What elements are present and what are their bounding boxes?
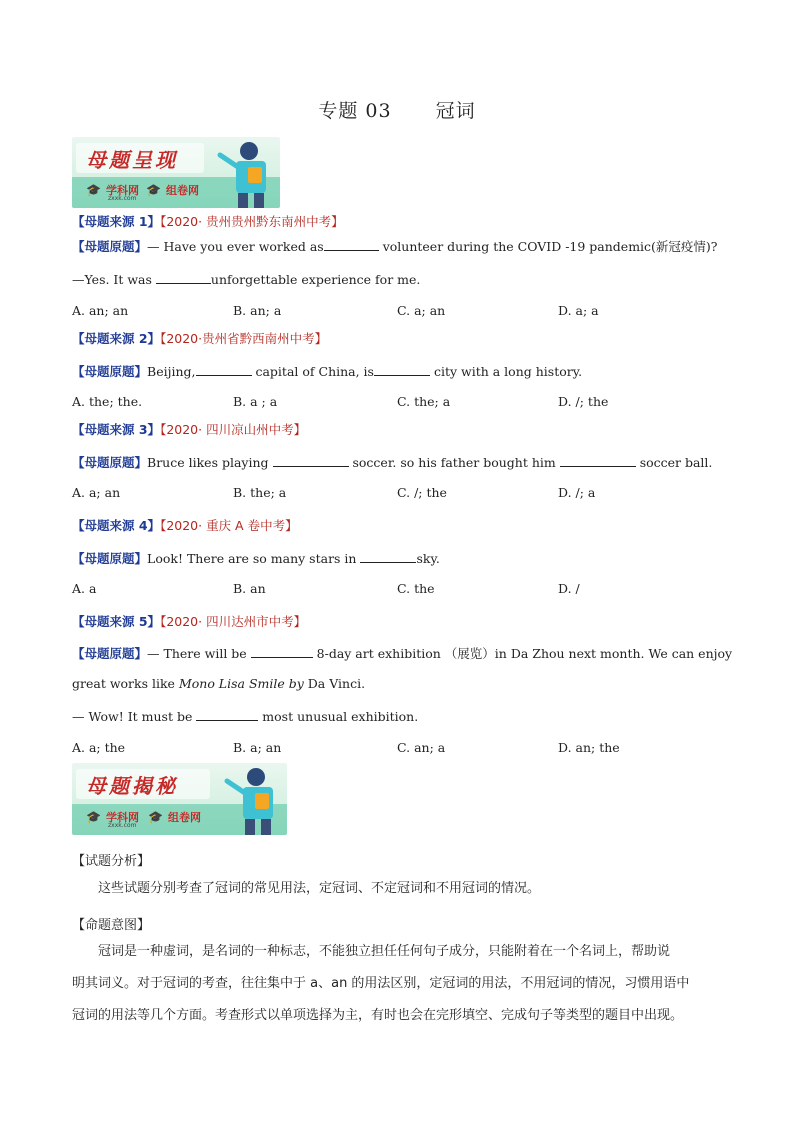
question-1-option-a: A. an; an — [72, 303, 129, 318]
intent-heading: 【命题意图】 — [72, 918, 151, 933]
logo-xuekewang-sub: zxxk.com — [108, 195, 137, 202]
graduate-cap-icon: 🎓 — [86, 810, 101, 824]
question-5-text: 【母题原题】— There will be 8-day art exhibition （展览）in Da Zhou next month. We can enjoy — [72, 646, 733, 661]
logo-xuekewang: 🎓 学科网 — [86, 810, 140, 824]
question-3-option-d: D. /; a — [558, 485, 596, 500]
banner-mother-question — [72, 137, 280, 208]
question-1-source: 【母题来源 1】【2020· 贵州贵州黔东南州中考】 — [72, 214, 344, 229]
question-2-option-b: B. a ; a — [233, 394, 278, 409]
graduate-cap-icon: 🎓 — [86, 183, 101, 197]
banner-mother-question-reveal — [72, 763, 287, 835]
logo-zujuanwang: 🎓 组卷网 — [146, 183, 200, 197]
question-5-option-b: B. a; an — [233, 740, 282, 755]
question-5-text-line3: — Wow! It must be most unusual exhibition. — [72, 709, 419, 724]
analysis-text: 这些试题分别考查了冠词的常见用法，定冠词、不定冠词和不用冠词的情况。 — [98, 881, 541, 896]
title-topic-number: 专题 03 — [318, 100, 392, 122]
question-2-option-a: A. the; the. — [72, 394, 143, 409]
question-4-option-b: B. an — [233, 581, 266, 596]
logo-xuekewang-sub: zxxk.com — [108, 822, 137, 829]
question-5-source: 【母题来源 5】【2020· 四川达州市中考】 — [72, 614, 307, 629]
question-5-option-d: D. an; the — [558, 740, 620, 755]
question-5-text-line2: great works like Mono Lisa Smile by Da Vinci. — [72, 676, 366, 691]
analysis-heading: 【试题分析】 — [72, 854, 151, 869]
question-1-option-d: D. a; a — [558, 303, 599, 318]
graduate-cap-icon: 🎓 — [148, 810, 163, 824]
logo-zujuanwang: 🎓 组卷网 — [148, 810, 202, 824]
question-3-option-a: A. a; an — [72, 485, 121, 500]
question-2-option-c: C. the; a — [397, 394, 451, 409]
question-4-option-c: C. the — [397, 581, 435, 596]
question-4-source: 【母题来源 4】【2020· 重庆 A 卷中考】 — [72, 518, 298, 533]
logo-xuekewang: 🎓 学科网 — [86, 183, 140, 197]
question-1-option-b: B. an; a — [233, 303, 282, 318]
question-2-source: 【母题来源 2】【2020·贵州省黔西南州中考】 — [72, 331, 328, 346]
intent-text-line1: 冠词是一种虚词，是名词的一种标志，不能独立担任任何句子成分，只能附着在一个名词上，帮助说 — [98, 944, 671, 959]
intent-text-line2: 明其词义。对于冠词的考查，往往集中于 a、an 的用法区别，定冠词的用法，不用冠词的情况，习惯用语中 — [72, 976, 690, 991]
question-4-option-d: D. / — [558, 581, 580, 596]
banner-title: 母题呈现 — [86, 148, 178, 172]
question-5-option-a: A. a; the — [72, 740, 126, 755]
banner-title: 母题揭秘 — [86, 774, 178, 798]
question-4-option-a: A. a — [72, 581, 97, 596]
question-1-option-c: C. a; an — [397, 303, 446, 318]
page-title — [0, 96, 794, 123]
graduate-cap-icon: 🎓 — [146, 183, 161, 197]
title-topic-name: 冠词 — [435, 100, 476, 122]
question-2-option-d: D. /; the — [558, 394, 609, 409]
intent-text-line3: 冠词的用法等几个方面。考查形式以单项选择为主，有时也会在完形填空、完成句子等类型的题目中出现。 — [72, 1008, 684, 1023]
question-3-option-c: C. /; the — [397, 485, 447, 500]
question-5-option-c: C. an; a — [397, 740, 446, 755]
question-3-source: 【母题来源 3】【2020· 四川凉山州中考】 — [72, 422, 307, 437]
question-3-option-b: B. the; a — [233, 485, 287, 500]
question-4-text: 【母题原题】Look! There are so many stars in sky. — [72, 551, 440, 566]
question-1-text-line2: —Yes. It was unforgettable experience for me. — [72, 272, 421, 287]
question-1-text: 【母题原题】— Have you ever worked as volunteer during the COVID -19 pandemic(新冠疫情)? — [72, 239, 718, 254]
question-3-text: 【母题原题】Bruce likes playing soccer. so his father bought him soccer ball. — [72, 455, 713, 470]
question-2-text: 【母题原题】Beijing, capital of China, is city with a long history. — [72, 364, 583, 379]
